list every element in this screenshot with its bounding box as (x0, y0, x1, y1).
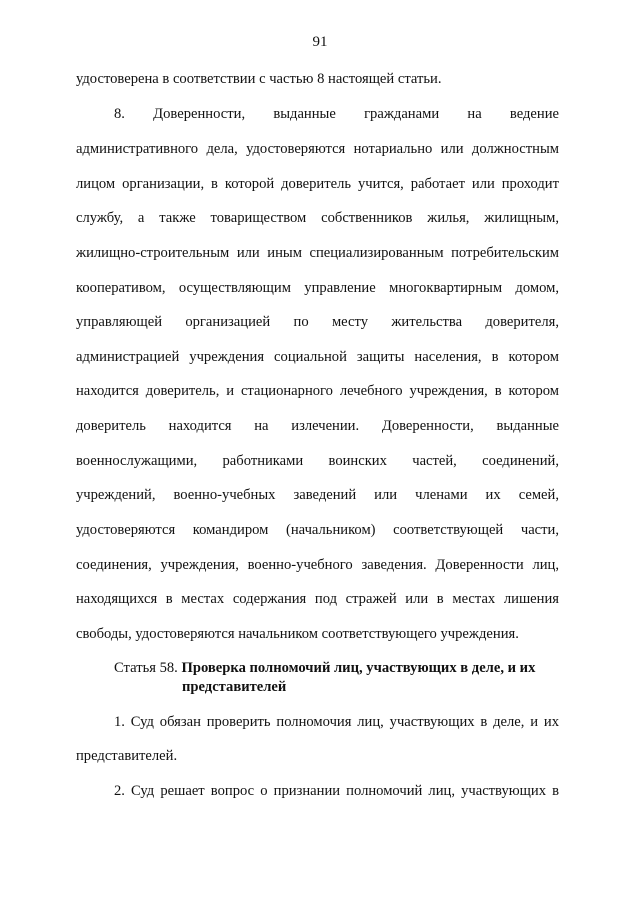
article-heading (114, 659, 559, 677)
article-title: Проверка полномочий лиц, участвующих в деле, и их (181, 660, 536, 676)
article-number: Статья 58. (114, 660, 178, 676)
text-line: свободы, удостоверяются начальником соответствующего учреждения. (76, 626, 519, 642)
text-line: доверитель находится на излечении. Доверенности, выданные (76, 418, 559, 434)
paragraph-2-start: 2. Суд решает вопрос о признании полномочий лиц, участвующих в (114, 783, 559, 799)
text-line: находится доверитель, и стационарного лечебного учреждения, в котором (76, 383, 559, 399)
text-line: представителей. (76, 748, 178, 764)
text-line: соединения, учреждения, военно-учебного заведения. Доверенности лиц, (76, 557, 559, 573)
text-line: удостоверена в соответствии с частью 8 настоящей статьи. (76, 71, 442, 87)
text-line: службу, а также товариществом собственников жилья, жилищным, (76, 210, 559, 226)
text-line: находящихся в местах содержания под стражей или в местах лишения (76, 591, 559, 607)
text-line: удостоверяются командиром (начальником) соответствующей части, (76, 522, 559, 538)
page-number: 91 (312, 34, 328, 50)
text-line: кооперативом, осуществляющим управление многоквартирным домом, (76, 280, 559, 296)
paragraph-1-start: 1. Суд обязан проверить полномочия лиц, участвующих в деле, и их (114, 714, 559, 730)
text-line: жилищно-строительным или иным специализированным потребительским (76, 245, 559, 261)
text-line: административного дела, удостоверяются нотариально или должностным (76, 141, 559, 157)
text-line: учреждений, военно-учебных заведений или членами их семей, (76, 487, 559, 503)
text-line: администрацией учреждения социальной защиты населения, в котором (76, 349, 559, 365)
text-line: лицом организации, в которой доверитель учится, работает или проходит (76, 176, 559, 192)
text-line: управляющей организацией по месту жительства доверителя, (76, 314, 559, 330)
paragraph-8-start: 8. Доверенности, выданные гражданами на ведение (114, 106, 559, 122)
article-title-continued: представителей (182, 679, 287, 695)
text-line: военнослужащими, работниками воинских частей, соединений, (76, 453, 559, 469)
